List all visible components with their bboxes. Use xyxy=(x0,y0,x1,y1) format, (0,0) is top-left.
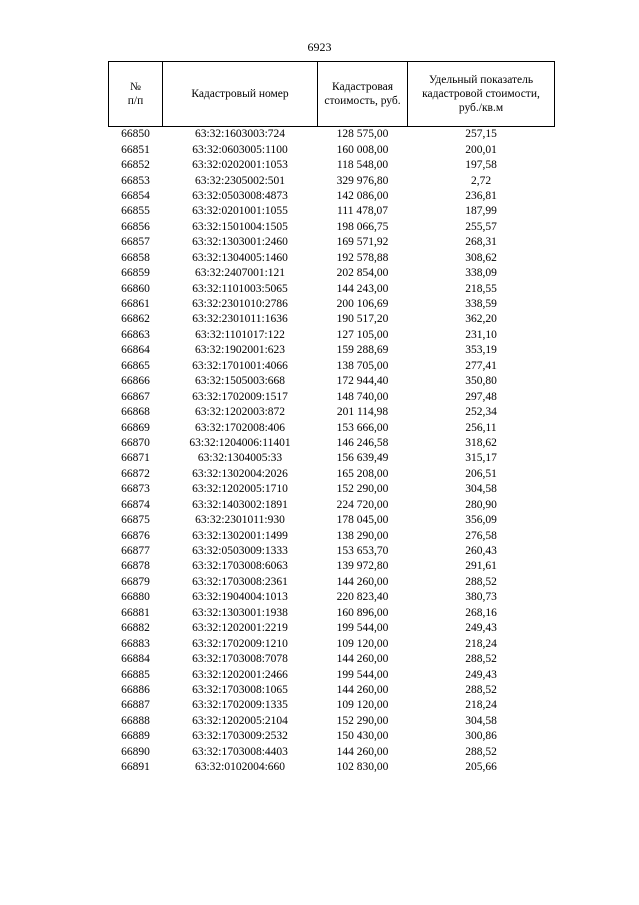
row-number-cell: 66885 xyxy=(121,668,150,681)
table-row xyxy=(109,281,555,296)
row-number-cell: 66863 xyxy=(121,328,150,341)
table-row xyxy=(109,142,555,157)
cadastral-value-cell: 178 045,00 xyxy=(336,514,389,527)
cadastral-value-cell: 152 290,00 xyxy=(336,483,389,496)
cadastral-value-cell: 172 944,40 xyxy=(336,375,389,388)
header-label: Кадастровая стоимость, руб. xyxy=(324,81,401,107)
cadastral-value-cell: 199 544,00 xyxy=(336,622,389,635)
table-row xyxy=(109,621,555,636)
cadastral-number-cell: 63:32:0201001:1055 xyxy=(192,205,288,218)
cadastral-number-cell: 63:32:1204006:11401 xyxy=(189,436,291,449)
specific-value-cell: 362,20 xyxy=(465,313,497,326)
specific-value-cell: 280,90 xyxy=(465,498,497,511)
cadastral-value-cell: 202 854,00 xyxy=(336,267,389,280)
header-label: Удельный показатель кадастровой стоимости, руб./кв.м xyxy=(422,74,540,114)
specific-value-cell: 218,24 xyxy=(465,637,497,650)
table-row xyxy=(109,667,555,682)
specific-value-cell: 197,58 xyxy=(465,159,497,172)
specific-value-cell: 288,52 xyxy=(465,745,497,758)
row-number-cell: 66865 xyxy=(121,359,150,372)
row-number-cell: 66874 xyxy=(121,498,150,511)
specific-value-cell: 187,99 xyxy=(465,205,497,218)
specific-value-cell: 304,58 xyxy=(465,483,497,496)
cadastral-number-cell: 63:32:1701001:4066 xyxy=(192,359,288,372)
cadastral-number-cell: 63:32:1303001:1938 xyxy=(192,606,288,619)
specific-value-cell: 218,24 xyxy=(465,699,497,712)
cadastral-number-cell: 63:32:1202005:2104 xyxy=(192,714,288,727)
cadastral-value-cell: 198 066,75 xyxy=(336,220,389,233)
cadastral-number-cell: 63:32:1202005:1710 xyxy=(192,483,288,496)
specific-value-cell: 338,59 xyxy=(465,298,497,311)
cadastral-number-cell: 63:32:1904004:1013 xyxy=(192,591,288,604)
cadastral-number-cell: 63:32:1202001:2219 xyxy=(192,622,288,635)
row-number-cell: 66891 xyxy=(121,761,150,774)
page-number: 6923 xyxy=(307,40,332,54)
table-row xyxy=(109,343,555,358)
row-number-cell: 66887 xyxy=(121,699,150,712)
specific-value-cell: 304,58 xyxy=(465,714,497,727)
cadastral-value-cell: 159 288,69 xyxy=(336,344,389,357)
row-number-cell: 66879 xyxy=(121,575,150,588)
table-row xyxy=(109,189,555,204)
cadastral-value-cell: 169 571,92 xyxy=(336,236,389,249)
cadastral-number-cell: 63:32:1302004:2026 xyxy=(192,467,288,480)
cadastral-value-cell: 144 260,00 xyxy=(336,745,389,758)
cadastral-number-cell: 63:32:1501004:1505 xyxy=(192,220,288,233)
row-number-cell: 66877 xyxy=(121,545,150,558)
table-body xyxy=(109,127,555,776)
cadastral-value-cell: 160 008,00 xyxy=(336,143,389,156)
cadastral-value-cell: 224 720,00 xyxy=(336,498,389,511)
specific-value-cell: 288,52 xyxy=(465,653,497,666)
cadastral-number-cell: 63:32:2407001:121 xyxy=(194,267,286,280)
table-row xyxy=(109,714,555,729)
cadastral-value-cell: 138 705,00 xyxy=(336,359,389,372)
table-row xyxy=(109,575,555,590)
specific-value-cell: 291,61 xyxy=(465,560,497,573)
cadastral-number-cell: 63:32:1403002:1891 xyxy=(192,498,288,511)
cadastral-number-cell: 63:32:2301010:2786 xyxy=(192,298,288,311)
cadastral-value-cell: 144 243,00 xyxy=(336,282,389,295)
table-row xyxy=(109,544,555,559)
specific-value-cell: 353,19 xyxy=(465,344,497,357)
row-number-cell: 66871 xyxy=(121,452,150,465)
row-number-cell: 66853 xyxy=(121,174,150,187)
cadastral-number-cell: 63:32:1702009:1210 xyxy=(192,637,288,650)
cadastral-number-cell: 63:32:1603003:724 xyxy=(194,128,286,141)
cadastral-number-cell: 63:32:1702008:406 xyxy=(194,421,286,434)
cadastral-value-cell: 111 478,07 xyxy=(337,205,388,218)
cadastral-number-cell: 63:32:1304005:1460 xyxy=(192,251,288,264)
specific-value-cell: 318,62 xyxy=(465,436,497,449)
row-number-cell: 66866 xyxy=(121,375,150,388)
cadastral-value-cell: 128 575,00 xyxy=(336,128,389,141)
table-row xyxy=(109,636,555,651)
row-number-cell: 66873 xyxy=(121,483,150,496)
cadastral-number-cell: 63:32:1703008:7078 xyxy=(192,653,288,666)
row-number-cell: 66884 xyxy=(121,653,150,666)
cadastral-value-cell: 109 120,00 xyxy=(336,699,389,712)
cadastral-number-cell: 63:32:1202001:2466 xyxy=(192,668,288,681)
row-number-cell: 66880 xyxy=(121,591,150,604)
specific-value-cell: 297,48 xyxy=(465,390,497,403)
table-row xyxy=(109,482,555,497)
specific-value-cell: 315,17 xyxy=(465,452,497,465)
table-row xyxy=(109,760,555,775)
cadastral-value-cell: 153 666,00 xyxy=(336,421,389,434)
cadastral-value-cell: 201 114,98 xyxy=(336,406,389,419)
row-number-cell: 66882 xyxy=(121,622,150,635)
specific-value-cell: 300,86 xyxy=(465,730,497,743)
header-cadastral-value xyxy=(318,62,408,127)
cadastral-number-cell: 63:32:0603005:1100 xyxy=(192,143,288,156)
cadastral-number-cell: 63:32:1303001:2460 xyxy=(192,236,288,249)
cadastral-number-cell: 63:32:1703009:2532 xyxy=(192,730,288,743)
table-row xyxy=(109,158,555,173)
cadastral-value-cell: 199 544,00 xyxy=(336,668,389,681)
table-row xyxy=(109,405,555,420)
table-row xyxy=(109,173,555,188)
row-number-cell: 66868 xyxy=(121,406,150,419)
table-row xyxy=(109,374,555,389)
cadastral-number-cell: 63:32:1703008:2361 xyxy=(192,575,288,588)
row-number-cell: 66872 xyxy=(121,467,150,480)
specific-value-cell: 256,11 xyxy=(465,421,497,434)
table-row xyxy=(109,652,555,667)
table-row xyxy=(109,127,555,143)
cadastral-value-cell: 190 517,20 xyxy=(336,313,389,326)
cadastral-number-cell: 63:32:1505003:668 xyxy=(194,375,286,388)
row-number-cell: 66890 xyxy=(121,745,150,758)
specific-value-cell: 249,43 xyxy=(465,622,497,635)
specific-value-cell: 206,51 xyxy=(465,467,497,480)
specific-value-cell: 236,81 xyxy=(465,189,497,202)
cadastral-number-cell: 63:32:1304005:33 xyxy=(197,452,283,465)
cadastral-number-cell: 63:32:0503009:1333 xyxy=(192,545,288,558)
header-row-number xyxy=(109,62,163,127)
specific-value-cell: 260,43 xyxy=(465,545,497,558)
cadastral-value-cell: 220 823,40 xyxy=(336,591,389,604)
table-row xyxy=(109,451,555,466)
table-row xyxy=(109,729,555,744)
table-row xyxy=(109,389,555,404)
cadastral-number-cell: 63:32:1702009:1517 xyxy=(192,390,288,403)
table-row xyxy=(109,420,555,435)
cadastral-value-cell: 148 740,00 xyxy=(336,390,389,403)
cadastral-value-cell: 146 246,58 xyxy=(336,436,389,449)
row-number-cell: 66860 xyxy=(121,282,150,295)
table-row xyxy=(109,745,555,760)
cadastral-value-cell: 102 830,00 xyxy=(336,761,389,774)
row-number-cell: 66851 xyxy=(121,143,150,156)
specific-value-cell: 350,80 xyxy=(465,375,497,388)
cadastral-number-cell: 63:32:2301011:1636 xyxy=(192,313,288,326)
row-number-cell: 66854 xyxy=(121,189,150,202)
specific-value-cell: 231,10 xyxy=(465,328,497,341)
cadastral-table xyxy=(108,61,555,775)
cadastral-value-cell: 142 086,00 xyxy=(336,189,389,202)
row-number-cell: 66857 xyxy=(121,236,150,249)
cadastral-number-cell: 63:32:1703008:4403 xyxy=(192,745,288,758)
row-number-cell: 66850 xyxy=(121,128,150,141)
row-number-cell: 66855 xyxy=(121,205,150,218)
table-row xyxy=(109,328,555,343)
table-row xyxy=(109,359,555,374)
row-number-cell: 66881 xyxy=(121,606,150,619)
row-number-cell: 66869 xyxy=(121,421,150,434)
cadastral-value-cell: 144 260,00 xyxy=(336,653,389,666)
cadastral-value-cell: 139 972,80 xyxy=(336,560,389,573)
row-number-cell: 66883 xyxy=(121,637,150,650)
cadastral-value-cell: 150 430,00 xyxy=(336,730,389,743)
header-label: Кадастровый номер xyxy=(191,88,289,100)
cadastral-number-cell: 63:32:2305002:501 xyxy=(194,174,286,187)
cadastral-number-cell: 63:32:1703008:6063 xyxy=(192,560,288,573)
specific-value-cell: 288,52 xyxy=(465,683,497,696)
table-row xyxy=(109,559,555,574)
specific-value-cell: 380,73 xyxy=(465,591,497,604)
specific-value-cell: 255,57 xyxy=(465,220,497,233)
row-number-cell: 66867 xyxy=(121,390,150,403)
row-number-cell: 66878 xyxy=(121,560,150,573)
row-number-cell: 66870 xyxy=(121,436,150,449)
row-number-cell: 66864 xyxy=(121,344,150,357)
specific-value-cell: 205,66 xyxy=(465,761,497,774)
specific-value-cell: 276,58 xyxy=(465,529,497,542)
table-row xyxy=(109,312,555,327)
cadastral-value-cell: 144 260,00 xyxy=(336,575,389,588)
cadastral-number-cell: 63:32:2301011:930 xyxy=(195,514,285,527)
table-row xyxy=(109,266,555,281)
cadastral-value-cell: 160 896,00 xyxy=(336,606,389,619)
table-header-row xyxy=(109,62,555,127)
row-number-cell: 66875 xyxy=(121,514,150,527)
table-row xyxy=(109,528,555,543)
cadastral-value-cell: 152 290,00 xyxy=(336,714,389,727)
cadastral-value-cell: 200 106,69 xyxy=(336,298,389,311)
table-row xyxy=(109,220,555,235)
specific-value-cell: 252,34 xyxy=(465,406,497,419)
row-number-cell: 66889 xyxy=(121,730,150,743)
table-row xyxy=(109,436,555,451)
specific-value-cell: 218,55 xyxy=(465,282,497,295)
cadastral-number-cell: 63:32:1702009:1335 xyxy=(192,699,288,712)
row-number-cell: 66886 xyxy=(121,683,150,696)
row-number-cell: 66861 xyxy=(121,298,150,311)
table-row xyxy=(109,204,555,219)
cadastral-value-cell: 118 548,00 xyxy=(336,159,389,172)
row-number-cell: 66888 xyxy=(121,714,150,727)
cadastral-value-cell: 127 105,00 xyxy=(336,328,389,341)
cadastral-number-cell: 63:32:1101003:5065 xyxy=(192,282,288,295)
cadastral-value-cell: 156 639,49 xyxy=(336,452,389,465)
row-number-cell: 66876 xyxy=(121,529,150,542)
cadastral-number-cell: 63:32:1703008:1065 xyxy=(192,683,288,696)
table-row xyxy=(109,683,555,698)
specific-value-cell: 257,15 xyxy=(465,128,497,141)
specific-value-cell: 268,31 xyxy=(465,236,497,249)
table-row xyxy=(109,467,555,482)
table-row xyxy=(109,698,555,713)
table-row xyxy=(109,590,555,605)
specific-value-cell: 356,09 xyxy=(465,514,497,527)
cadastral-value-cell: 165 208,00 xyxy=(336,467,389,480)
specific-value-cell: 308,62 xyxy=(465,251,497,264)
cadastral-value-cell: 109 120,00 xyxy=(336,637,389,650)
cadastral-number-cell: 63:32:1902001:623 xyxy=(194,344,286,357)
cadastral-value-cell: 144 260,00 xyxy=(336,683,389,696)
cadastral-number-cell: 63:32:1202003:872 xyxy=(194,406,286,419)
row-number-cell: 66852 xyxy=(121,159,150,172)
table-row xyxy=(109,297,555,312)
table-row xyxy=(109,606,555,621)
specific-value-cell: 249,43 xyxy=(465,668,497,681)
table-row xyxy=(109,498,555,513)
header-specific-value xyxy=(408,62,555,127)
cadastral-number-cell: 63:32:0102004:660 xyxy=(194,761,286,774)
specific-value-cell: 338,09 xyxy=(465,267,497,280)
specific-value-cell: 288,52 xyxy=(465,575,497,588)
row-number-cell: 66859 xyxy=(121,267,150,280)
specific-value-cell: 277,41 xyxy=(465,359,497,372)
cadastral-value-cell: 192 578,88 xyxy=(336,251,389,264)
cadastral-number-cell: 63:32:0202001:1053 xyxy=(192,159,288,172)
cadastral-number-cell: 63:32:1101017:122 xyxy=(195,328,285,341)
cadastral-value-cell: 138 290,00 xyxy=(336,529,389,542)
cadastral-number-cell: 63:32:1302001:1499 xyxy=(192,529,288,542)
specific-value-cell: 2,72 xyxy=(470,174,492,187)
header-label: № п/п xyxy=(127,81,144,107)
table-row xyxy=(109,251,555,266)
cadastral-number-cell: 63:32:0503008:4873 xyxy=(192,189,288,202)
header-cadastral-number xyxy=(163,62,318,127)
row-number-cell: 66862 xyxy=(121,313,150,326)
specific-value-cell: 268,16 xyxy=(465,606,497,619)
table-row xyxy=(109,513,555,528)
row-number-cell: 66858 xyxy=(121,251,150,264)
cadastral-value-cell: 153 653,70 xyxy=(336,545,389,558)
table-row xyxy=(109,235,555,250)
row-number-cell: 66856 xyxy=(121,220,150,233)
cadastral-value-cell: 329 976,80 xyxy=(336,174,389,187)
specific-value-cell: 200,01 xyxy=(465,143,497,156)
